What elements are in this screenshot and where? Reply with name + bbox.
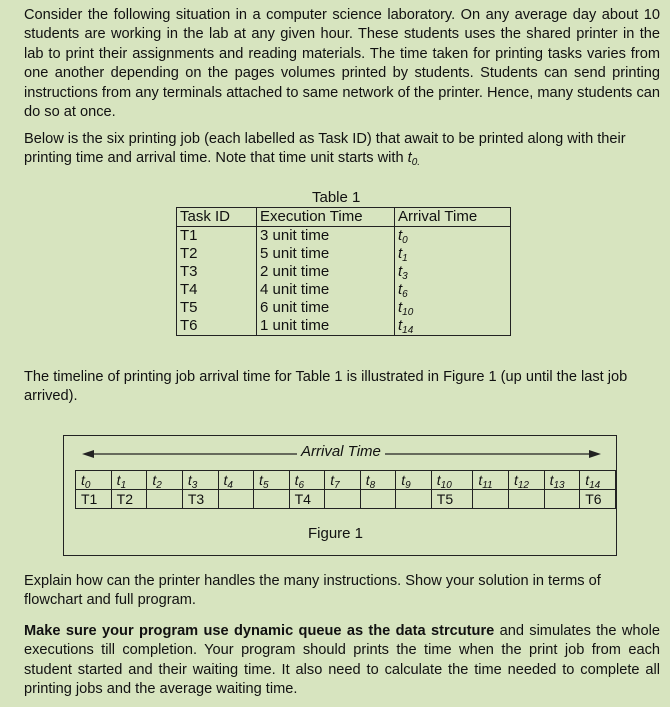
- tick-cell: [473, 471, 509, 490]
- tick-cell: [111, 471, 147, 490]
- execution-time-cell: 1 unit time: [257, 317, 395, 336]
- table-caption: Table 1: [312, 189, 361, 206]
- tick-cell: [544, 471, 580, 490]
- arrival-time-cell: [395, 227, 511, 246]
- task-row-t5: [177, 299, 511, 317]
- tick-cell: [325, 471, 361, 490]
- tick-symbol: t: [365, 472, 370, 488]
- timeline-task-cell: [508, 490, 544, 509]
- requirements-text: and simulates the whole executions till completion. Your program should prints the time when the print job from each student started and their waiting time. It also need to calculate the time needed to complete all printing jobs and the average waiting time.: [24, 623, 661, 698]
- tick-subscript: 10: [440, 480, 452, 491]
- execution-time-cell: 5 unit time: [257, 245, 395, 263]
- arrival-time-cell: [395, 281, 511, 299]
- arrival-symbol: t: [398, 317, 403, 334]
- task-row: [76, 490, 616, 509]
- header-execution-time: Execution Time: [257, 208, 395, 227]
- tick-cell: [396, 471, 432, 490]
- timeline-task-cell: T6: [580, 490, 616, 509]
- task-row-t4: [177, 281, 511, 299]
- arrival-symbol: t: [398, 245, 403, 262]
- arrival-symbol: t: [398, 263, 403, 280]
- tick-symbol: t: [259, 472, 263, 488]
- arrival-time-cell: [395, 299, 511, 317]
- task-id-cell: T6: [177, 317, 257, 336]
- tick-subscript: 1: [120, 480, 127, 491]
- arrival-subscript: 1: [402, 253, 408, 264]
- timeline-task-cell: [396, 490, 432, 509]
- arrival-time-cell: [395, 245, 511, 263]
- timeline-paragraph: The timeline of printing job arrival time for Table 1 is illustrated in Figure 1 (up until the last job arrived).: [24, 369, 628, 405]
- timeline-task-cell: T3: [182, 490, 218, 509]
- arrival-subscript: 0: [402, 235, 408, 246]
- arrival-time-label: Arrival Time: [297, 443, 385, 460]
- tick-subscript: 3: [191, 480, 198, 491]
- tick-subscript: 5: [262, 480, 269, 491]
- tick-cell: [76, 471, 112, 490]
- arrival-subscript: 3: [402, 271, 408, 282]
- task-id-cell: T5: [177, 299, 257, 317]
- tick-symbol: t: [187, 472, 192, 488]
- task-table: [176, 207, 511, 336]
- timeline-task-cell: [473, 490, 509, 509]
- arrival-subscript: 10: [402, 307, 414, 318]
- tick-subscript: 6: [298, 480, 305, 491]
- tick-subscript: 0: [84, 480, 91, 491]
- figure-1: [63, 435, 617, 556]
- tick-cell: [360, 471, 396, 490]
- tick-subscript: 4: [227, 480, 233, 491]
- time-start-symbol: t: [407, 150, 412, 167]
- arrival-time-cell: [395, 317, 511, 336]
- tick-cell: [580, 471, 616, 490]
- task-id-cell: T2: [177, 245, 257, 263]
- task-row-t6: [177, 317, 511, 336]
- tick-cell: [254, 471, 290, 490]
- tick-cell: [431, 471, 473, 490]
- tick-symbol: t: [223, 472, 228, 488]
- tick-symbol: t: [513, 472, 518, 488]
- tick-symbol: t: [81, 472, 85, 488]
- figure-caption: Figure 1: [308, 525, 364, 542]
- tick-symbol: t: [549, 472, 554, 488]
- header-task-id: Task ID: [177, 208, 257, 227]
- arrival-symbol: t: [398, 227, 403, 244]
- task-row-t2: [177, 245, 511, 263]
- timeline-task-cell: [544, 490, 580, 509]
- tick-cell: [289, 471, 325, 490]
- task-table-body: [177, 227, 511, 336]
- tick-subscript: 8: [369, 480, 376, 491]
- header-arrival-time: Arrival Time: [395, 208, 511, 227]
- requirements-paragraph: [24, 622, 660, 700]
- task-id-cell: T4: [177, 281, 257, 299]
- task-id-cell: T1: [177, 227, 257, 246]
- timeline-task-cell: [254, 490, 290, 509]
- timeline-task-cell: T1: [76, 490, 112, 509]
- tick-row: [76, 471, 616, 490]
- timeline-task-cell: [325, 490, 361, 509]
- task-row-t3: [177, 263, 511, 281]
- timeline-task-cell: T4: [289, 490, 325, 509]
- tick-cell: [147, 471, 183, 490]
- timeline-task-cell: T5: [431, 490, 473, 509]
- arrival-symbol: t: [398, 281, 403, 298]
- arrival-subscript: 14: [402, 325, 414, 336]
- timeline-task-cell: [218, 490, 254, 509]
- tick-subscript: 12: [517, 480, 529, 491]
- execution-time-cell: 3 unit time: [257, 227, 395, 246]
- timeline-task-cell: T2: [111, 490, 147, 509]
- execution-time-cell: 4 unit time: [257, 281, 395, 299]
- tick-subscript: 13: [553, 480, 565, 491]
- tick-cell: [508, 471, 544, 490]
- arrival-time-cell: [395, 263, 511, 281]
- tick-symbol: t: [585, 472, 590, 488]
- execution-time-cell: 6 unit time: [257, 299, 395, 317]
- task-row-t1: [177, 227, 511, 246]
- tick-cell: [182, 471, 218, 490]
- intro-paragraph: Consider the following situation in a computer science laboratory. On any average day about 10 students are working in the lab at any given hour. These students uses the shared printer in the lab to print their assignments and reading materials. The time taken for printing tasks varies from one another depending on the pages volumes printed by students. Students can send printing instructions from any terminals attached to same network of the printer. Hence, many students can do so at once.: [24, 7, 660, 121]
- task-list-text: Below is the six printing job (each labelled as Task ID) that await to be printed along with their printing time and arrival time. Note that time unit starts with: [24, 131, 626, 167]
- timeline-task-cell: [147, 490, 183, 509]
- tick-symbol: t: [294, 472, 299, 488]
- task-list-paragraph: [24, 130, 660, 169]
- timeline-table: [75, 470, 616, 509]
- tick-symbol: t: [330, 472, 335, 488]
- time-start-subscript: 0.: [411, 157, 421, 169]
- arrival-subscript: 6: [402, 289, 408, 300]
- tick-symbol: t: [116, 472, 121, 488]
- tick-subscript: 2: [156, 480, 162, 491]
- arrival-symbol: t: [398, 299, 403, 316]
- tick-subscript: 9: [405, 480, 411, 491]
- tick-symbol: t: [152, 472, 157, 488]
- execution-time-cell: 2 unit time: [257, 263, 395, 281]
- tick-subscript: 11: [482, 480, 493, 491]
- tick-subscript: 7: [334, 480, 340, 491]
- tick-symbol: t: [401, 472, 406, 488]
- tick-subscript: 14: [589, 480, 601, 491]
- explain-paragraph: Explain how can the printer handles the many instructions. Show your solution in terms of flowchart and full program.: [24, 573, 601, 609]
- timeline-task-cell: [360, 490, 396, 509]
- tick-symbol: t: [436, 472, 441, 488]
- tick-cell: [218, 471, 254, 490]
- tick-symbol: t: [478, 472, 483, 488]
- task-id-cell: T3: [177, 263, 257, 281]
- requirements-bold: Make sure your program use dynamic queue as the data strcuture: [24, 623, 495, 639]
